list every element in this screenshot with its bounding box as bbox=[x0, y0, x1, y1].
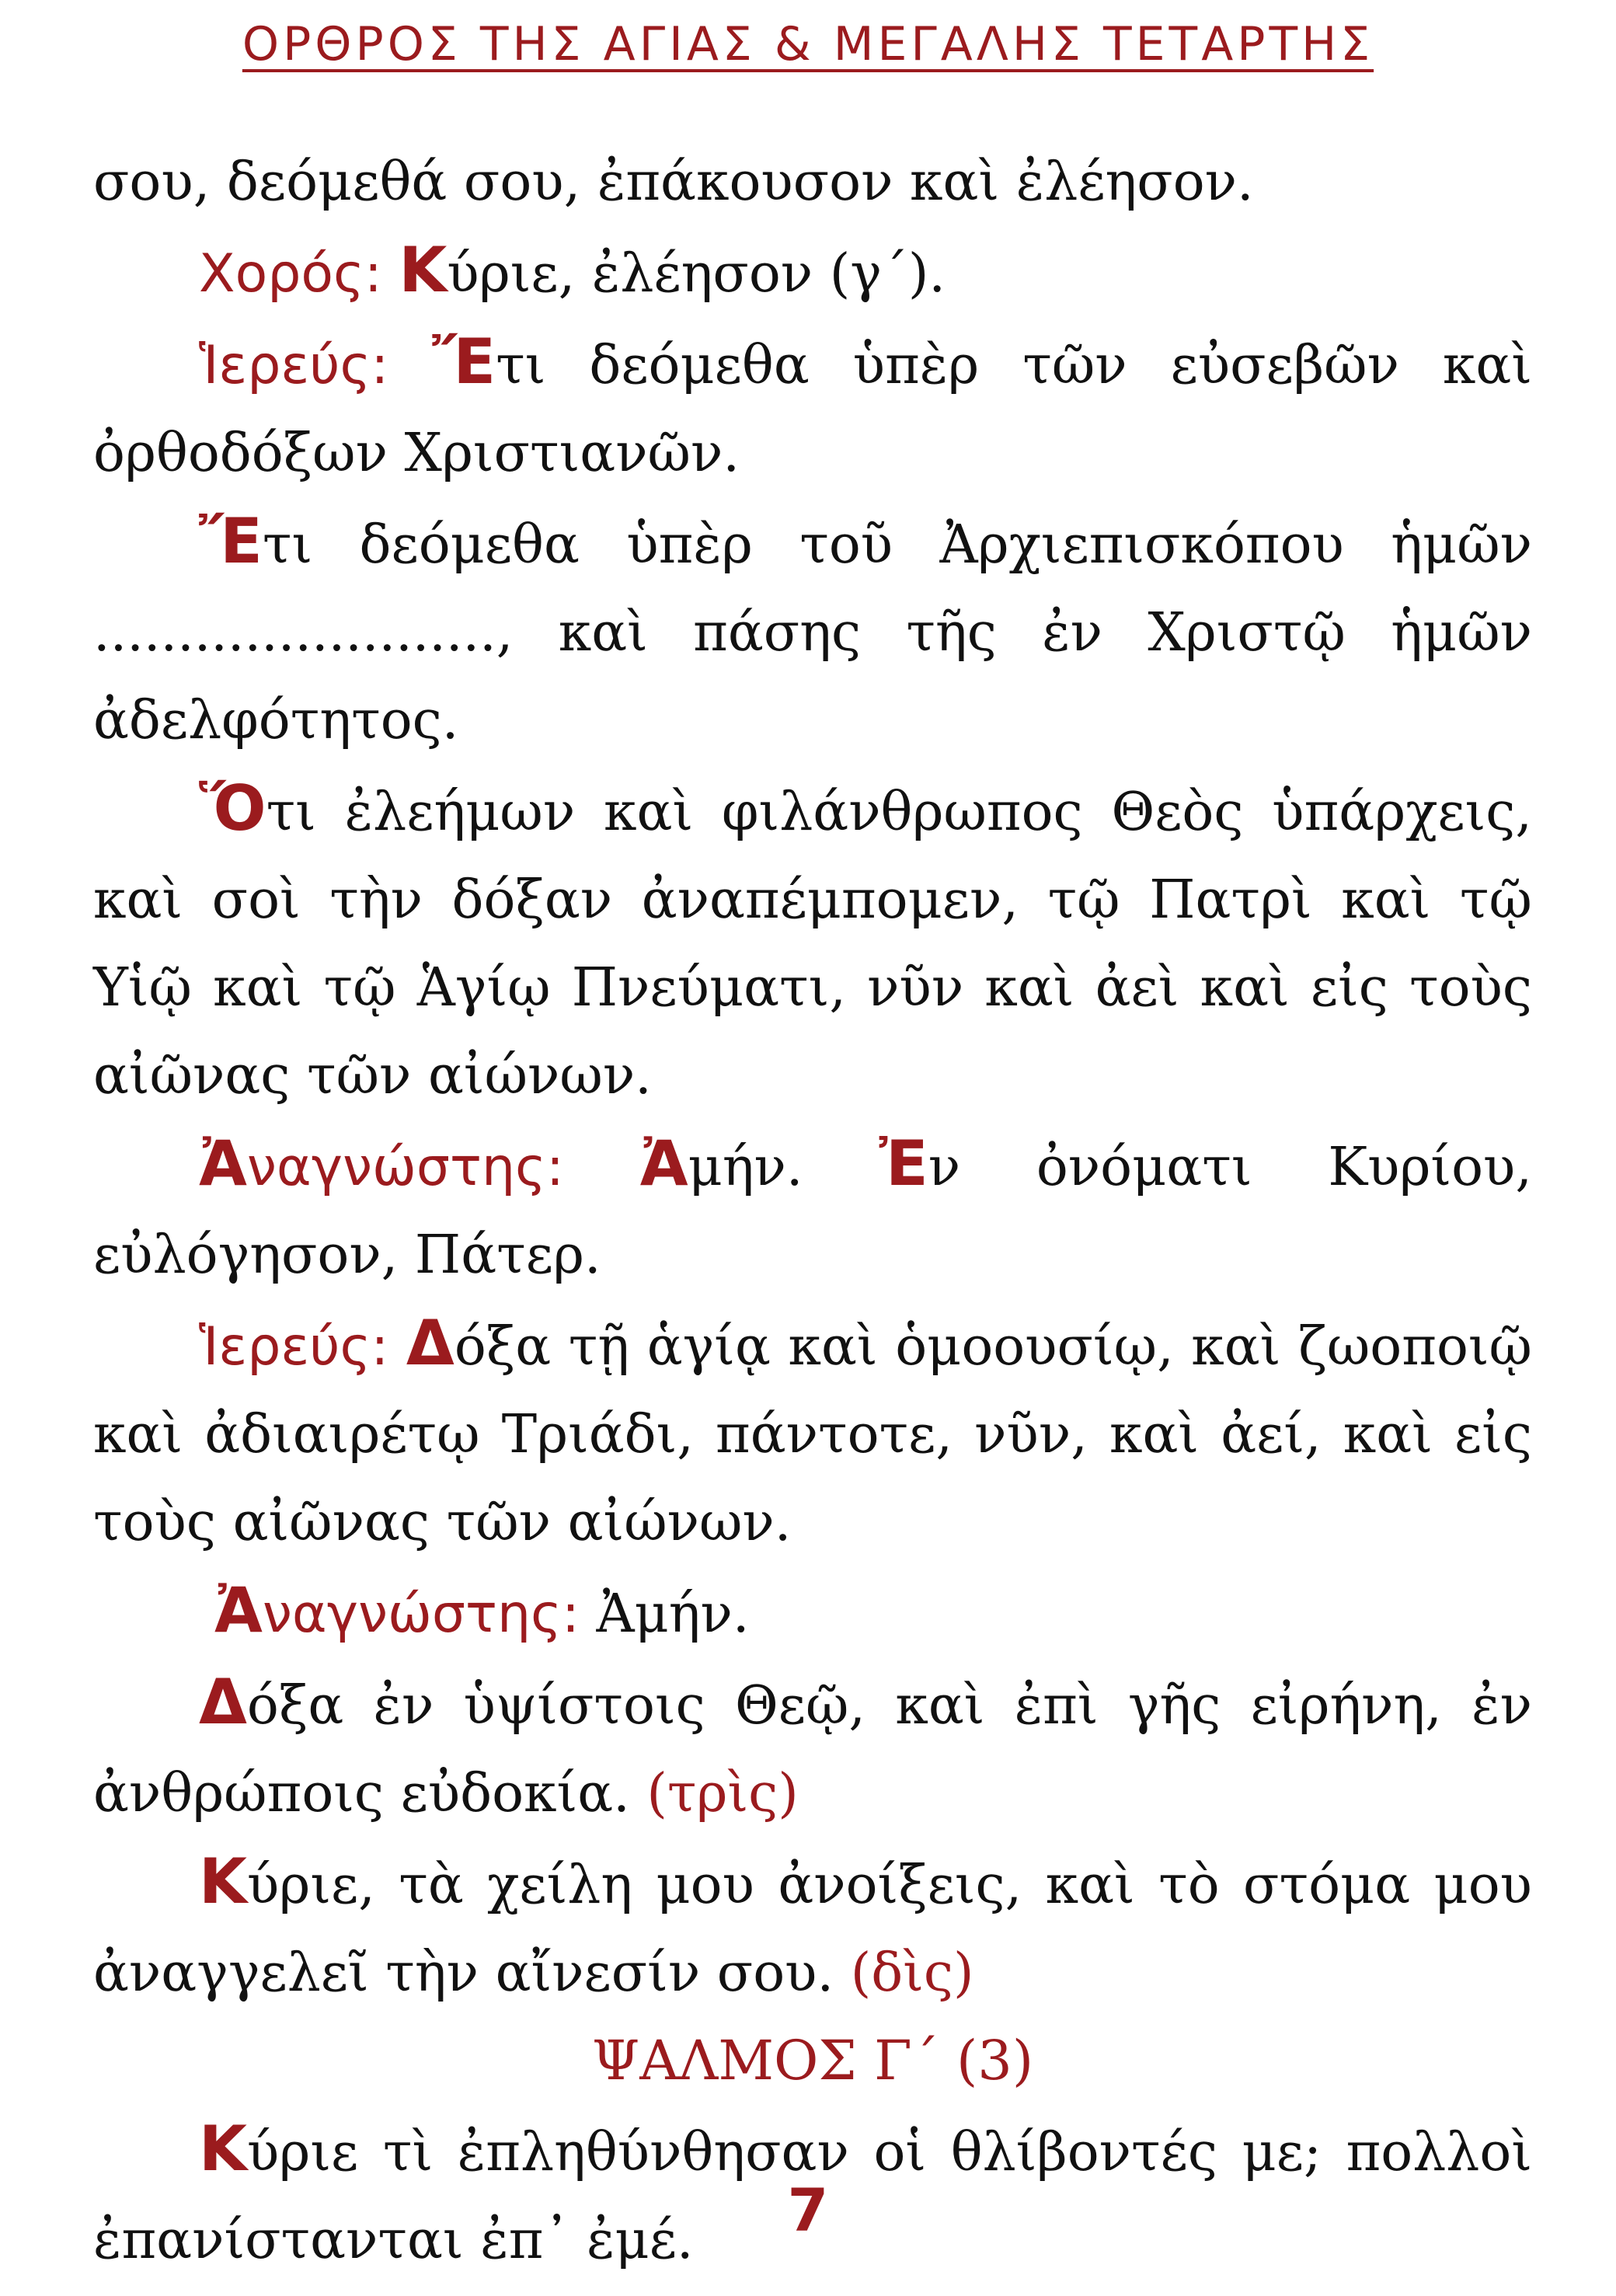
page-header bbox=[0, 17, 1616, 71]
paragraph-3 bbox=[93, 318, 1532, 497]
speaker-label: Ἱερεύς: bbox=[199, 335, 389, 396]
paragraph-10 bbox=[93, 1838, 1532, 2017]
document-body bbox=[93, 138, 1532, 2284]
initial-letter: Δ bbox=[406, 1307, 454, 1379]
initial-letter: Δ bbox=[199, 1666, 247, 1738]
paragraph-2 bbox=[93, 226, 1532, 318]
speaker-label: Χορός: bbox=[199, 243, 382, 305]
page-title: ΟΡΘΡΟΣ ΤΗΣ ΑΓΙΑΣ & ΜΕΓΑΛΗΣ ΤΕΤΑΡΤΗΣ bbox=[242, 17, 1374, 71]
paragraph-4 bbox=[93, 497, 1532, 765]
initial-letter: Κ bbox=[199, 1845, 247, 1918]
paragraph-7 bbox=[93, 1299, 1532, 1566]
paragraph-text: σου, δεόμεθά σου, ἐπάκουσον καὶ ἐλέησον. bbox=[93, 152, 1254, 213]
paragraph-text: ν ὀνόματι Κυρίου, εὐλόγησον, Πάτερ. bbox=[93, 1137, 1532, 1286]
repeat-note: (δὶς) bbox=[850, 1942, 974, 2004]
speaker-initial-letter: Ἀ bbox=[199, 1127, 247, 1200]
paragraph-6 bbox=[93, 1120, 1532, 1299]
paragraph-1 bbox=[93, 138, 1532, 226]
paragraph-text: μήν. bbox=[688, 1137, 879, 1198]
paragraph-8 bbox=[93, 1566, 1532, 1658]
paragraph-5 bbox=[93, 765, 1532, 1120]
paragraph-text: όξα ἐν ὑψίστοις Θεῷ, καὶ ἐπὶ γῆς εἰρήνη, ἐν ἀνθρώποις εὐδοκία. bbox=[93, 1675, 1532, 1824]
paragraph-9 bbox=[93, 1658, 1532, 1838]
paragraph-text: ύριε, τὰ χείλη μου ἀνοίξεις, καὶ τὸ στόμα μου ἀναγγελεῖ τὴν αἴνεσίν σου. bbox=[93, 1855, 1532, 2004]
section-heading: ΨΑΛΜΟΣ Γ΄ (3) bbox=[591, 2029, 1034, 2092]
paragraph-text: Ἀμήν. bbox=[596, 1584, 750, 1645]
paragraph-text: όξα τῇ ἁγίᾳ καὶ ὁμοουσίῳ, καὶ ζωοποιῷ καὶ ἀδιαιρέτῳ Τριάδι, πάντοτε, νῦν, καὶ ἀεί, καὶ εἰς τοὺς αἰῶνας τῶν αἰώνων. bbox=[93, 1316, 1532, 1553]
initial-letter: Ἔ bbox=[432, 326, 496, 398]
speaker-label: ναγνώστης: bbox=[262, 1584, 580, 1645]
speaker-initial-letter: Ἀ bbox=[214, 1574, 263, 1646]
speaker-label: ναγνώστης: bbox=[246, 1137, 564, 1198]
speaker-label: Ἱερεύς: bbox=[199, 1316, 389, 1378]
paragraph-text: τι ἐλεήμων καὶ φιλάνθρωπος Θεὸς ὑπάρχεις, καὶ σοὶ τὴν δόξαν ἀναπέμπομεν, τῷ Πατρὶ καὶ τῷ Υἱῷ καὶ τῷ Ἁγίῳ Πνεύματι, νῦν καὶ ἀεὶ καὶ εἰς τοὺς αἰῶνας τῶν αἰώνων. bbox=[93, 782, 1532, 1106]
initial-letter: Ὅ bbox=[199, 772, 266, 845]
initial-letter: Ἀ bbox=[639, 1127, 688, 1200]
initial-letter: Ἐ bbox=[879, 1127, 928, 1200]
repeat-note: (τρὶς) bbox=[646, 1763, 799, 1824]
initial-letter: Κ bbox=[199, 2113, 247, 2185]
initial-letter: Κ bbox=[399, 234, 448, 306]
paragraph-text: ύριε τὶ ἐπληθύνθησαν οἱ θλίβοντές με; πολλοὶ ἐπανίστανται ἐπ᾽ ἐμέ. bbox=[93, 2122, 1532, 2271]
initial-letter: Ἔ bbox=[199, 505, 263, 577]
paragraph-text: τι δεόμεθα ὑπὲρ τῶν εὐσεβῶν καὶ ὀρθοδόξων Χριστιανῶν. bbox=[93, 335, 1532, 484]
paragraph-text: ύριε, ἐλέησον (γ΄). bbox=[447, 243, 946, 305]
page-number: 7 bbox=[787, 2176, 829, 2245]
paragraph-text: τι δεόμεθα ὑπὲρ τοῦ Ἀρχιεπισκόπου ἡμῶν ........................, καὶ πάσης τῆς ἐν Χριστῷ ἡμῶν ἀδελφότητος. bbox=[93, 514, 1532, 751]
